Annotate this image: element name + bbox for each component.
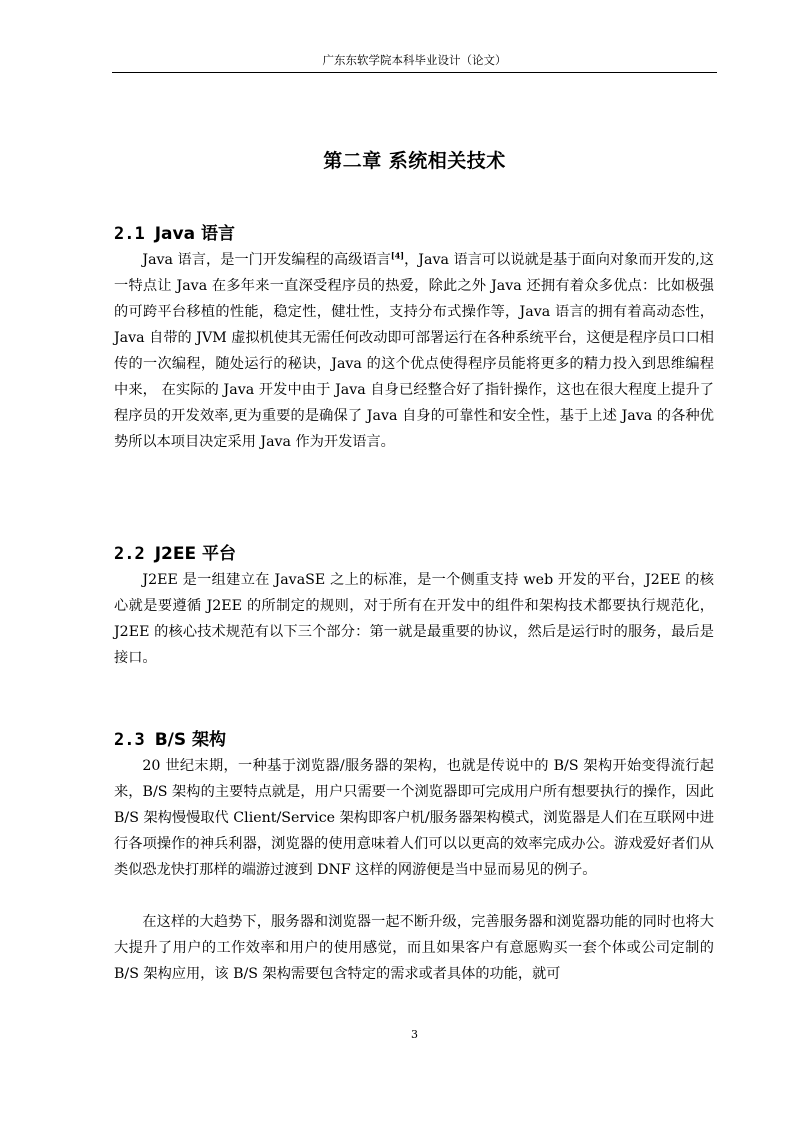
paragraph-text: Java 语言，是一门开发编程的高级语言 [142,252,391,268]
section-number: 2.3 [114,730,145,750]
section-number: 2.1 [114,224,145,244]
running-header: 广东东软学院本科毕业设计（论文） [322,53,507,67]
section-number: 2.2 [114,544,145,564]
header-divider [112,72,717,73]
paragraph-bs-trend: 在这样的大趋势下，服务器和浏览器一起不断升级，完善服务器和浏览器功能的同时也将大大提升了用户的工作效率和用户的使用感觉，而且如果客户有意愿购买一套个体或公司定制的 B/S 架构应用，该 B/S 架构需要包含特定的需求或者具体的功能，就可 [114,914,714,982]
section-heading-2-1 [114,219,235,244]
section-heading-2-3 [114,725,226,750]
section-heading-2-2 [114,539,236,564]
paragraph-j2ee: J2EE 是一组建立在 JavaSE 之上的标准，是一个侧重支持 web 开发的平台，J2EE 的核心就是要遵循 J2EE 的所制定的规则，对于所有在开发中的组件和架构技术都要执行规范化，J2EE 的核心技术规范有以下三个部分：第一就是最重要的协议，然后是运行时的服务，最后是接口。 [114,572,714,666]
paragraph-java [114,247,714,455]
section-title: Java 语言 [154,224,235,244]
section-title: B/S 架构 [154,730,227,750]
page-number: 3 [411,1028,418,1041]
section-title: J2EE 平台 [154,544,237,564]
citation-reference: [4] [390,250,405,261]
paragraph-text: ，Java 语言可以说就是基于面向对象而开发的,这一特点让 Java 在多年来一直深受程序员的热爱，除此之外 Java 还拥有着众多优点：比如极强的可跨平台移植的性能，稳定性，健壮性，支持分布式操作等，Java 语言的拥有着高动态性，Java 自带的 JVM 虚拟机使其无需任何改动即可部署运行在各种系统平台，这便是程序员口口相传的一次编程，随处运行的秘诀，Java 的这个优点使得程序员能将更多的精力投入到思维编程中来， 在实际的 Java 开发中由于 Java 自身已经整合好了指针操作，这也在很大程度上提升了程序员的开发效率,更为重要的是确保了 Java 自身的可靠性和安全性，基于上述 Java 的各种优势所以本项目决定采用 Java 作为开发语言。 [114,252,714,450]
chapter-title: 第二章 系统相关技术 [323,150,506,172]
paragraph-bs-architecture: 20 世纪末期，一种基于浏览器/服务器的架构，也就是传说中的 B/S 架构开始变得流行起来，B/S 架构的主要特点就是，用户只需要一个浏览器即可完成用户所有想要执行的操作，因此 B/S 架构慢慢取代 Client/Service 架构即客户机/服务器架构模式，浏览器是人们在互联网中进行各项操作的神兵利器，浏览器的使用意味着人们可以以更高的效率完成办公。游戏爱好者们从类似恐龙快打那样的端游过渡到 DNF 这样的网游便是当中显而易见的例子。 [114,758,714,878]
